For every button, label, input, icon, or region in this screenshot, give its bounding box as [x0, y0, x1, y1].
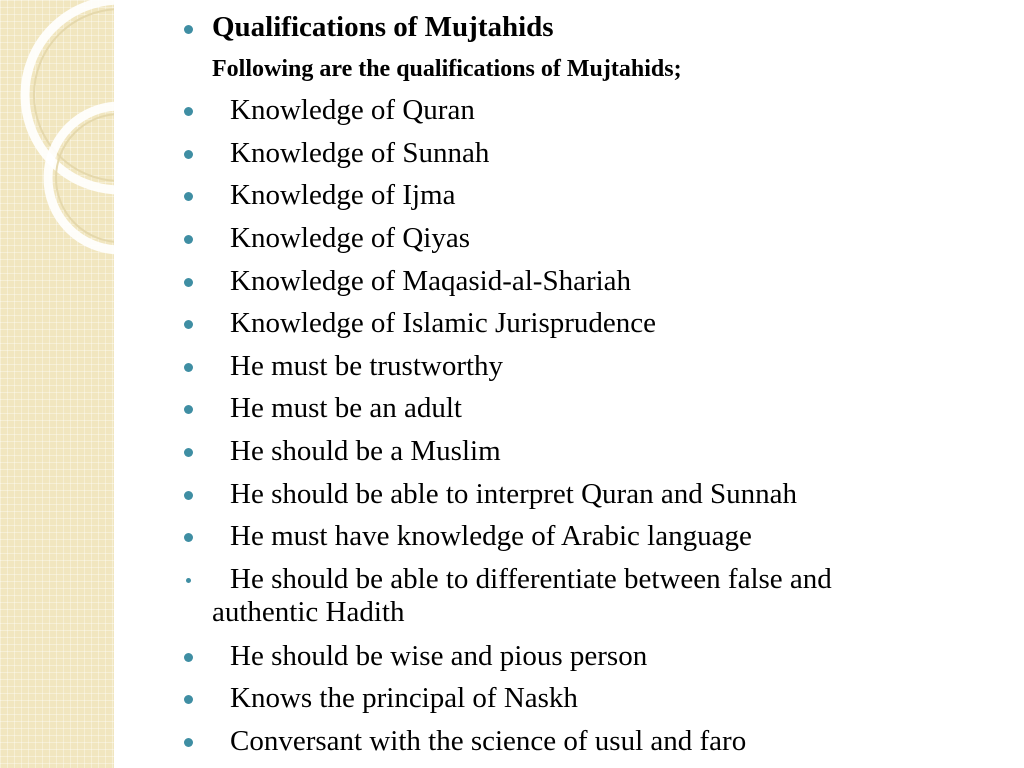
- list-item-text: Knows the principal of Naskh: [230, 682, 578, 714]
- bullet-icon: [184, 695, 193, 704]
- bullet-icon: [184, 278, 193, 287]
- bullet-icon: [184, 533, 193, 542]
- list-item-text: Knowledge of Quran: [230, 94, 475, 126]
- list-item-text: He must be trustworthy: [230, 350, 504, 382]
- bullet-icon: [184, 448, 193, 457]
- bullet-icon: [184, 491, 193, 500]
- bullet-icon: [184, 235, 193, 244]
- bullet-icon: [184, 405, 193, 414]
- bullet-icon: [184, 363, 193, 372]
- list-item-text: He should be a Muslim: [230, 435, 501, 467]
- list-item-text: Knowledge of Islamic Jurisprudence: [230, 307, 657, 339]
- bullet-icon: [186, 578, 191, 583]
- list-item-text: He must have knowledge of Arabic language: [230, 520, 752, 552]
- list-item-text: He should be able to interpret Quran and Sunnah: [230, 478, 797, 510]
- list-item-text: Conversant with the science of usul and faro: [230, 725, 747, 757]
- bullet-icon: [184, 738, 193, 747]
- list-item-text: Knowledge of Maqasid-al-Shariah: [230, 265, 632, 297]
- bullet-icon: [184, 192, 193, 201]
- list-item-text: He must be an adult: [230, 392, 462, 424]
- list-item-text: Knowledge of Qiyas: [230, 222, 471, 254]
- list-item-text: He should be able to differentiate between false and authentic Hadith: [212, 563, 832, 628]
- bullet-icon: [184, 320, 193, 329]
- bullet-icon: [184, 25, 193, 34]
- bullet-icon: [184, 653, 193, 662]
- bullet-icon: [184, 150, 193, 159]
- bullet-icon: [184, 107, 193, 116]
- list-item-text: Knowledge of Sunnah: [230, 137, 490, 169]
- slide-heading: Qualifications of Mujtahids: [212, 11, 554, 43]
- slide-subheading: Following are the qualifications of Mujtahids;: [212, 56, 682, 82]
- list-item-text: Knowledge of Ijma: [230, 179, 456, 211]
- list-item-text: He should be wise and pious person: [230, 640, 648, 672]
- decorative-rings-graphic: [0, 0, 114, 768]
- decorative-side-panel: [0, 0, 114, 768]
